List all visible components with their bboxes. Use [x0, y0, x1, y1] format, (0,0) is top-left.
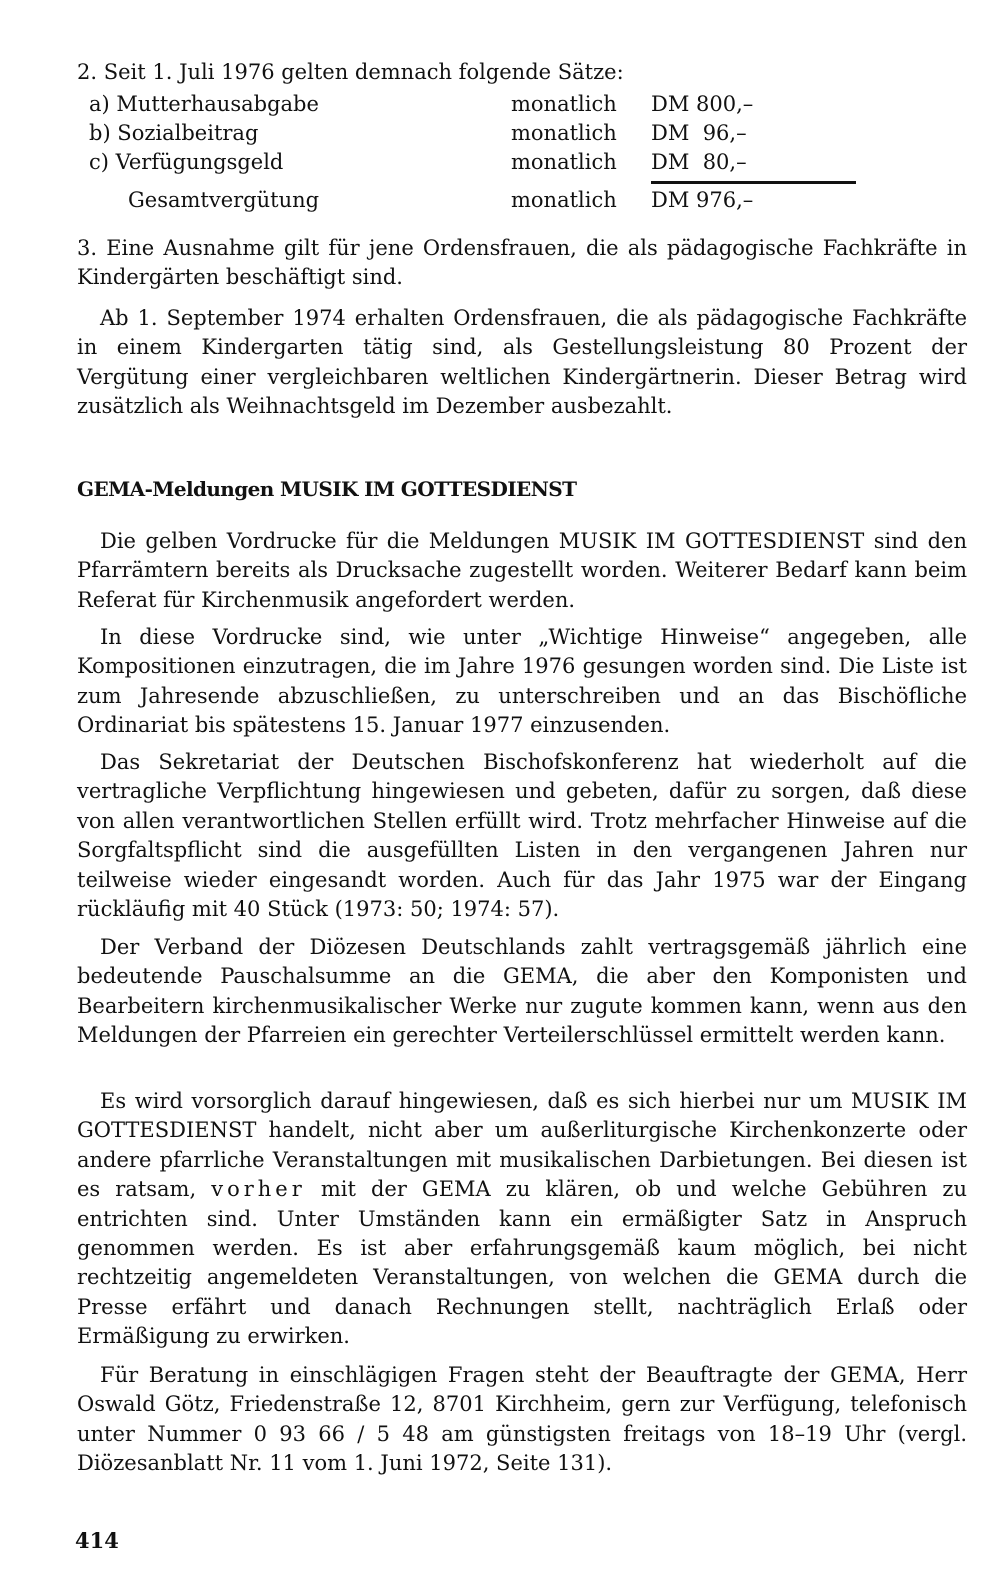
fee-total-row [77, 188, 837, 216]
page-number: 414 [75, 1528, 119, 1553]
body-paragraph: Die gelben Vordrucke für die Meldungen MUSIK IM GOTTESDIENST sind den Pfarrämtern bereits als Drucksache zugestellt worden. Weiterer Bedarf kann beim Referat für Kirchenmusik angefordert werden. [77, 529, 967, 612]
fee-period: monatlich [511, 92, 617, 116]
body-paragraph: In diese Vordrucke sind, wie unter „Wichtige Hinweise“ angegeben, alle Kompositionen einzutragen, die im Jahre 1976 gesungen worden sind. Die Liste ist zum Jahresende abzuschließen, zu unterschreiben und an das Bischöfliche Ordinariat bis spätestens 15. Januar 1977 einzusenden. [77, 625, 967, 738]
section-heading: GEMA-Meldungen MUSIK IM GOTTESDIENST [77, 477, 577, 501]
fee-amount: DM 80,– [651, 150, 747, 174]
body-paragraph: Das Sekretariat der Deutschen Bischofskonferenz hat wiederholt auf die vertragliche Verpflichtung hingewiesen und gebeten, dafür zu sorgen, daß diese von allen verantwortlichen Stellen erfüllt wird. Trotz mehrfacher Hinweise auf die Sorgfaltspflicht sind die ausgefüllten Listen in den vergangenen Jahren nur teilweise wieder eingesandt worden. Auch für das Jahr 1975 war der Eingang rückläufig mit 40 Stück (1973: 50; 1974: 57). [77, 750, 967, 922]
paragraph-text: Es wird vorsorglich darauf hingewiesen, daß es sich hierbei nur um MUSIK IM GOTTESDIENST handelt, nicht aber um außerliturgische Kirchenkonzerte oder andere pfarrliche Veranstaltungen mit musikalischen Darbietungen. Bei diesen ist es ratsam, [77, 1089, 967, 1202]
exception-detail-paragraph: Ab 1. September 1974 erhalten Ordensfrauen, die als pädagogische Fachkräfte in einem Kindergarten tätig sind, als Gestellungsleistung 80 Prozent der Vergütung einer vergleichbaren weltlichen Kindergärtnerin. Dieser Betrag wird zusätzlich als Weihnachtsgeld im Dezember ausbezahlt. [77, 306, 967, 419]
fee-period: monatlich [511, 121, 617, 145]
fee-total-amount: DM 976,– [651, 188, 754, 212]
fee-amount: DM 800,– [651, 92, 754, 116]
fee-amount: DM 96,– [651, 121, 747, 145]
fee-total-period: monatlich [511, 188, 617, 212]
body-paragraph [77, 1087, 967, 1352]
fee-row [77, 92, 837, 120]
sum-rule [651, 181, 856, 184]
emphasized-word: vorher [211, 1177, 306, 1202]
fee-label: b) Sozialbeitrag [89, 121, 259, 145]
fee-label: c) Verfügungsgeld [89, 150, 284, 174]
body-paragraph: Der Verband der Diözesen Deutschlands zahlt vertragsgemäß jährlich eine bedeutende Pauschalsumme an die GEMA, die aber den Komponisten und Bearbeitern kirchenmusikalischer Werke nur zugute kommen kann, wenn aus den Meldungen der Pfarreien ein gerechter Verteilerschlüssel ermittelt werden kann. [77, 935, 967, 1048]
body-paragraph: Für Beratung in einschlägigen Fragen steht der Beauftragte der GEMA, Herr Oswald Götz, Friedenstraße 12, 8701 Kirchheim, gern zur Verfügung, telefonisch unter Nummer 0 93 66 / 5 48 am günstigsten freitags von 18–19 Uhr (vergl. Diözesanblatt Nr. 11 vom 1. Juni 1972, Seite 131). [77, 1363, 967, 1476]
fee-table-intro: 2. Seit 1. Juli 1976 gelten demnach folgende Sätze: [77, 60, 624, 84]
paragraph-text: mit der GEMA zu klären, ob und welche Gebühren zu entrichten sind. Unter Umständen kann ein ermäßigter Satz in Anspruch genommen werden. Es ist aber erfahrungsgemäß kaum möglich, bei nicht rechtzeitig angemeldeten Veranstaltungen, von welchen die GEMA durch die Presse erfährt und danach Rechnungen stellt, nachträglich Erlaß oder Ermäßigung zu erwirken. [77, 1177, 967, 1349]
fee-row [77, 121, 837, 149]
fee-row [77, 150, 837, 178]
exception-paragraph: 3. Eine Ausnahme gilt für jene Ordensfrauen, die als pädagogische Fachkräfte in Kindergärten beschäftigt sind. [77, 236, 967, 290]
fee-label: a) Mutterhausabgabe [89, 92, 319, 116]
fee-total-label: Gesamtvergütung [128, 188, 320, 212]
fee-period: monatlich [511, 150, 617, 174]
